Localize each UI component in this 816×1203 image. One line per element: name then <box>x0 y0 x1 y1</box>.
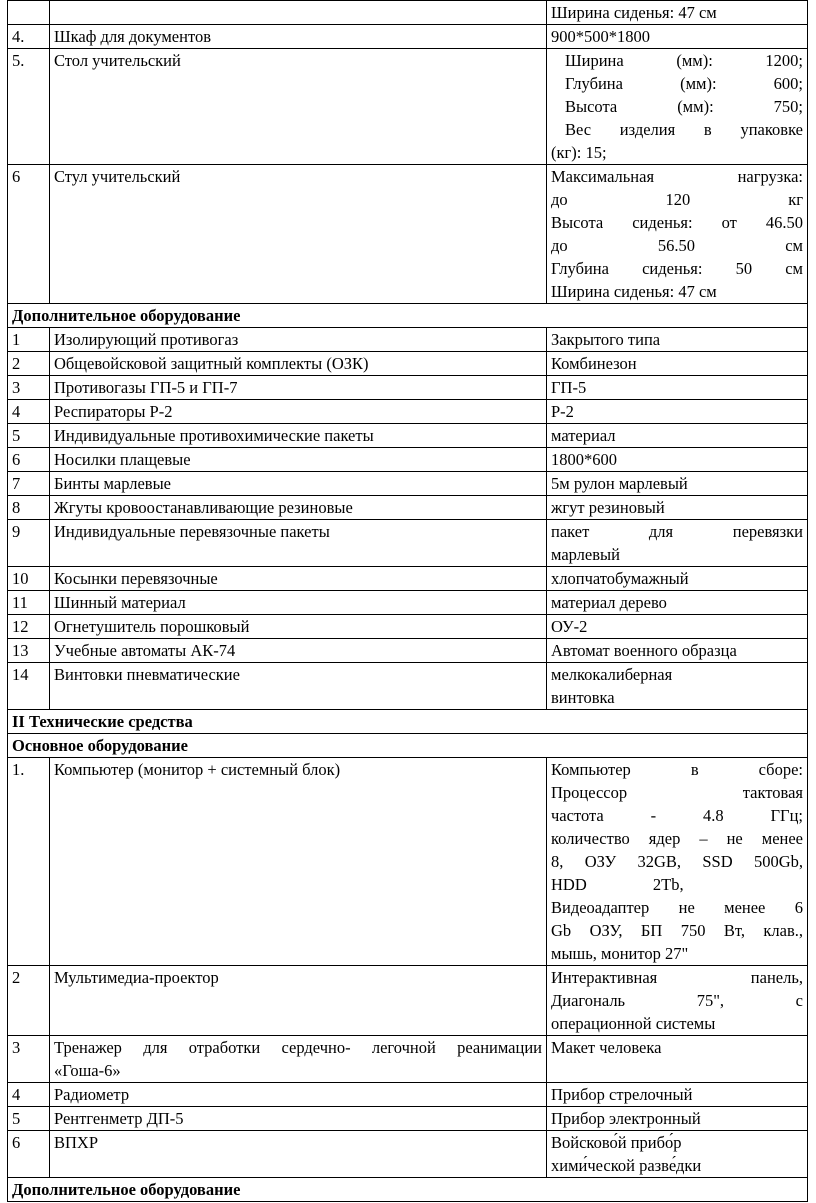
section-row <box>8 304 808 328</box>
item-name: Стол учительский <box>50 49 547 165</box>
row-number: 6 <box>8 1131 50 1178</box>
table-row <box>8 424 808 448</box>
item-name: Компьютер (монитор + системный блок) <box>50 758 547 966</box>
row-number: 1 <box>8 328 50 352</box>
row-number: 11 <box>8 591 50 615</box>
section-row <box>8 710 808 734</box>
item-spec: Макет человека <box>547 1036 808 1083</box>
item-spec: 5м рулон марлевый <box>547 472 808 496</box>
row-number: 4. <box>8 25 50 49</box>
item-name: Общевойсковой защитный комплекты (ОЗК) <box>50 352 547 376</box>
row-number: 7 <box>8 472 50 496</box>
table-row <box>8 352 808 376</box>
table-row <box>8 966 808 1036</box>
table-row <box>8 376 808 400</box>
equipment-table <box>7 0 808 1202</box>
table-row <box>8 49 808 165</box>
section-row <box>8 1178 808 1202</box>
table-row <box>8 520 808 567</box>
item-name: ВПХР <box>50 1131 547 1178</box>
section-heading: II Технические средства <box>8 710 808 734</box>
table-row <box>8 25 808 49</box>
table-row <box>8 663 808 710</box>
item-name: Радиометр <box>50 1083 547 1107</box>
item-name: Респираторы Р-2 <box>50 400 547 424</box>
item-spec: жгут резиновый <box>547 496 808 520</box>
item-name: Мультимедиа-проектор <box>50 966 547 1036</box>
table-row <box>8 400 808 424</box>
row-number: 1. <box>8 758 50 966</box>
row-number: 5. <box>8 49 50 165</box>
subsection-heading: Основное оборудование <box>8 734 808 758</box>
item-name: Шкаф для документов <box>50 25 547 49</box>
row-number: 9 <box>8 520 50 567</box>
row-number: 5 <box>8 1107 50 1131</box>
table-row <box>8 1131 808 1178</box>
item-name: Индивидуальные противохимические пакеты <box>50 424 547 448</box>
table-row <box>8 639 808 663</box>
row-number: 5 <box>8 424 50 448</box>
item-name: Индивидуальные перевязочные пакеты <box>50 520 547 567</box>
table-row <box>8 328 808 352</box>
table-row <box>8 1036 808 1083</box>
item-spec: мелкокалиберная винтовка <box>547 663 808 710</box>
item-spec: Войсково́й прибо́р хими́ческой разве́дки <box>547 1131 808 1178</box>
row-number: 4 <box>8 400 50 424</box>
row-number <box>8 1 50 25</box>
table-row <box>8 758 808 966</box>
item-name: Тренажер для отработки сердечно- легочной реанимации «Гоша-6» <box>50 1036 547 1083</box>
item-spec: 900*500*1800 <box>547 25 808 49</box>
row-number: 13 <box>8 639 50 663</box>
item-spec: Р-2 <box>547 400 808 424</box>
row-number: 6 <box>8 448 50 472</box>
row-number: 14 <box>8 663 50 710</box>
item-name <box>50 1 547 25</box>
item-name: Огнетушитель порошковый <box>50 615 547 639</box>
table-row <box>8 615 808 639</box>
table-row <box>8 448 808 472</box>
table-row <box>8 165 808 304</box>
table-row <box>8 591 808 615</box>
section-heading: Дополнительное оборудование <box>8 1178 808 1202</box>
table-row <box>8 1107 808 1131</box>
row-number: 3 <box>8 376 50 400</box>
item-name: Жгуты кровоостанавливающие резиновые <box>50 496 547 520</box>
table-row <box>8 567 808 591</box>
item-name: Стул учительский <box>50 165 547 304</box>
item-name: Косынки перевязочные <box>50 567 547 591</box>
item-spec: Интерактивная панель, Диагональ 75", с операционной системы <box>547 966 808 1036</box>
row-number: 12 <box>8 615 50 639</box>
table-row <box>8 472 808 496</box>
item-spec: Ширина (мм): 1200; Глубина (мм): 600; Высота (мм): 750; Вес изделия в упаковке (кг): 15; <box>547 49 808 165</box>
table-row <box>8 1 808 25</box>
item-spec: Максимальная нагрузка: до 120 кг Высота сиденья: от 46.50 до 56.50 см Глубина сиденья: 50 см Ширина сиденья: 47 см <box>547 165 808 304</box>
item-spec: Компьютер в сборе: Процессор тактовая частота - 4.8 ГГц; количество ядер – не менее 8, ОЗУ 32GB, SSD 500Gb, HDD 2Tb, Видеоадаптер не менее 6 Gb ОЗУ, БП 750 Вт, клав., мышь, монитор 27" <box>547 758 808 966</box>
item-name: Винтовки пневматические <box>50 663 547 710</box>
item-spec: пакет для перевязки марлевый <box>547 520 808 567</box>
item-spec: Ширина сиденья: 47 см <box>547 1 808 25</box>
item-spec: материал дерево <box>547 591 808 615</box>
table-row <box>8 496 808 520</box>
item-spec: 1800*600 <box>547 448 808 472</box>
section-heading: Дополнительное оборудование <box>8 304 808 328</box>
item-spec: Закрытого типа <box>547 328 808 352</box>
item-spec: Прибор электронный <box>547 1107 808 1131</box>
item-name: Носилки плащевые <box>50 448 547 472</box>
item-spec: Комбинезон <box>547 352 808 376</box>
row-number: 2 <box>8 352 50 376</box>
row-number: 2 <box>8 966 50 1036</box>
row-number: 4 <box>8 1083 50 1107</box>
item-spec: ГП-5 <box>547 376 808 400</box>
section-row <box>8 734 808 758</box>
table-row <box>8 1083 808 1107</box>
item-name: Изолирующий противогаз <box>50 328 547 352</box>
item-name: Шинный материал <box>50 591 547 615</box>
item-spec: Прибор стрелочный <box>547 1083 808 1107</box>
row-number: 8 <box>8 496 50 520</box>
item-name: Учебные автоматы АК-74 <box>50 639 547 663</box>
item-spec: хлопчатобумажный <box>547 567 808 591</box>
row-number: 10 <box>8 567 50 591</box>
item-spec: Автомат военного образца <box>547 639 808 663</box>
row-number: 3 <box>8 1036 50 1083</box>
item-name: Противогазы ГП-5 и ГП-7 <box>50 376 547 400</box>
row-number: 6 <box>8 165 50 304</box>
item-name: Бинты марлевые <box>50 472 547 496</box>
item-name: Рентгенметр ДП-5 <box>50 1107 547 1131</box>
item-spec: ОУ-2 <box>547 615 808 639</box>
item-spec: материал <box>547 424 808 448</box>
